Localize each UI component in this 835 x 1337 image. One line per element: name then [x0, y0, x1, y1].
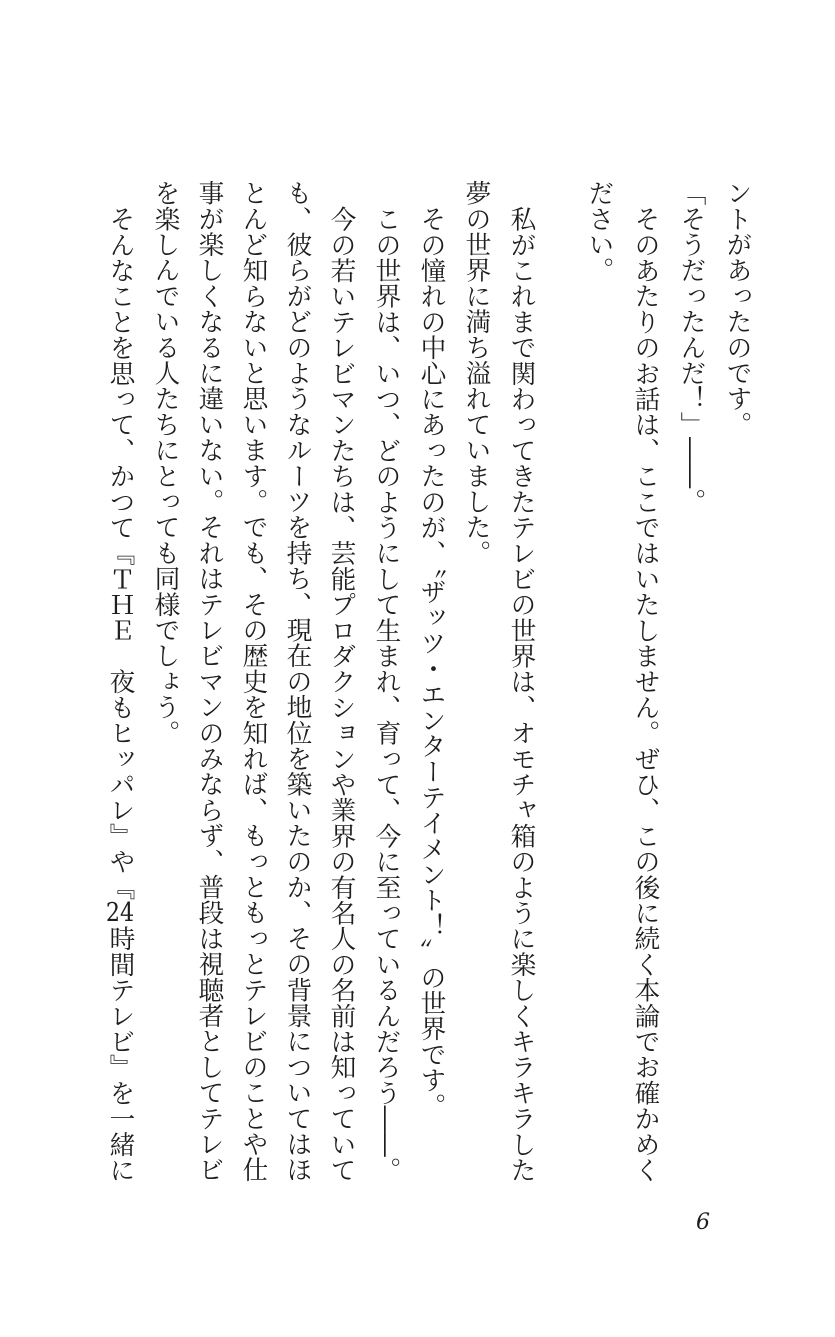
page-number: 6: [696, 1210, 710, 1235]
text-line: そのあたりのお話は、ここではいたしません。ぜひ、この後に続く本論でお確かめく: [630, 206, 660, 1183]
text-line: も、彼らがどのようなルーツを持ち、現在の地位を築いたのか、その背景についてはほ: [282, 180, 312, 1183]
text-line: 夢の世界に満ち溢れていました。: [461, 180, 491, 566]
text-line: ントがあったのです。: [722, 180, 752, 437]
text-line: [105, 206, 135, 1183]
text-line: その憧れの中心にあったのが、〝ザッツ・エンターテイメント！〟の世界です。: [416, 206, 446, 1119]
text-segment: 時間テレビ』を一緒に: [105, 925, 135, 1183]
text-line: 「そうだったんだ！」――。: [676, 180, 706, 515]
text-line: 今の若いテレビマンたちは、芸能プロダクションや業界の有名人の名前は知っていて: [326, 206, 356, 1183]
text-segment: そんなことを思って、かつて『ＴＨＥ 夜もヒッパレ』や『: [105, 206, 135, 900]
text-line: 事が楽しくなるに違いない。それはテレビマンのみならず、普段は視聴者としてテレビ: [194, 180, 224, 1183]
text-line: この世界は、いつ、どのようにして生まれ、育って、今に至っているんだろう――。: [371, 206, 401, 1183]
text-line: 私がこれまで関わってきたテレビの世界は、オモチャ箱のように楽しくキラキラした: [506, 206, 536, 1183]
tate-chu-yoko-number: 24: [105, 899, 135, 926]
text-line: を楽しんでいる人たちにとっても同様でしょう。: [150, 180, 180, 746]
text-line: ださい。: [584, 180, 614, 283]
text-line: とんど知らないと思います。でも、その歴史を知れば、もっともっとテレビのことや仕: [238, 180, 268, 1183]
